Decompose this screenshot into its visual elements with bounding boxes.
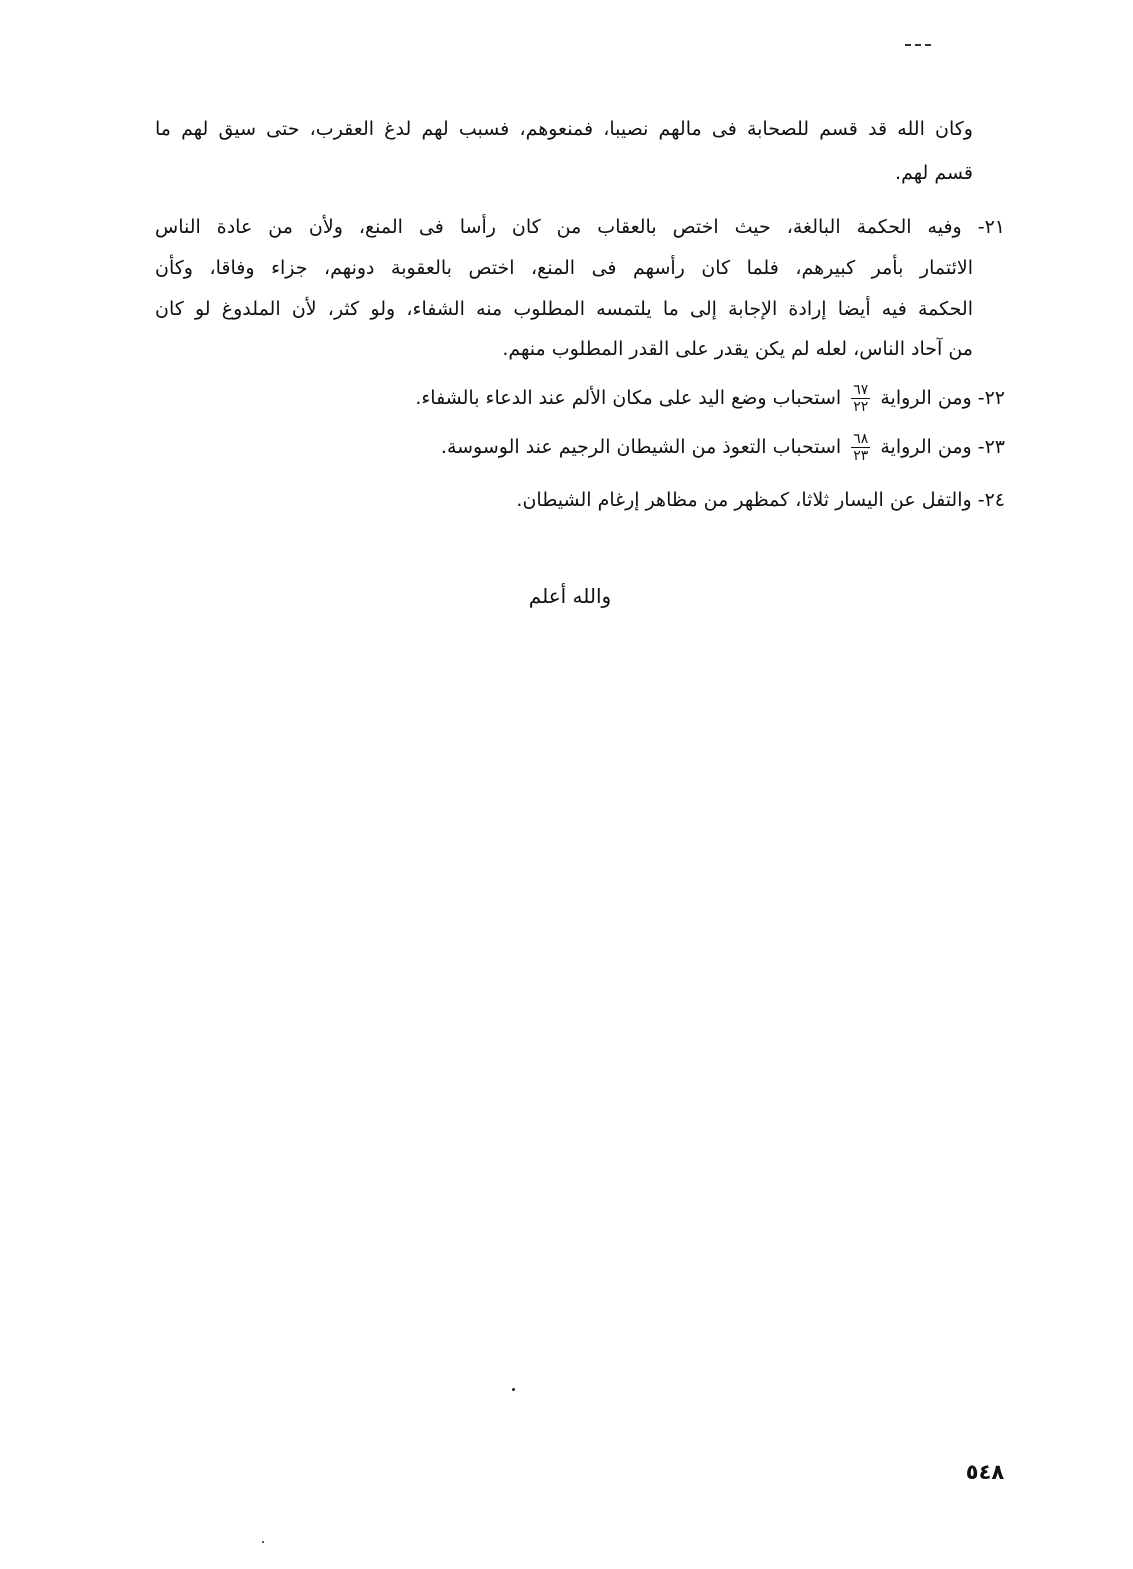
- fraction-denominator: ٢٣: [853, 448, 869, 464]
- scan-mark: [905, 44, 931, 48]
- item-21-line-3: الحكمة فيه أيضا إرادة الإجابة إلى ما يلتمسه المطلوب منه الشفاء، ولو كثر، لأن الملدوغ لو كان: [155, 298, 973, 320]
- item-23-fraction: [851, 432, 870, 463]
- item-22: [415, 383, 1005, 414]
- item-21-line-1: ٢١- وفيه الحكمة البالغة، حيث اختص بالعقاب من كان رأسا فى المنع، ولأن من عادة الناس: [155, 216, 1005, 238]
- item-22-text: استحباب وضع اليد على مكان الألم عند الدعاء بالشفاء.: [415, 387, 842, 409]
- item-21-line-2: الائتمار بأمر كبيرهم، فلما كان رأسهم فى المنع، اختص بالعقوبة دونهم، جزاء وفاقا، وكأن: [155, 257, 973, 279]
- scan-speck: [512, 1388, 515, 1391]
- fraction-denominator: ٢٢: [853, 399, 869, 415]
- item-23-text: استحباب التعوذ من الشيطان الرجيم عند الوسوسة.: [440, 436, 842, 458]
- item-23: [441, 432, 1005, 463]
- page-number: ٥٤٨: [965, 1460, 1005, 1484]
- item-23-prefix: ٢٣- ومن الرواية: [880, 436, 1005, 458]
- fraction-numerator: ٦٨: [853, 431, 869, 447]
- item-22-fraction: [851, 383, 870, 414]
- paragraph-line-2: قسم لهم.: [895, 162, 973, 184]
- scan-speck: [262, 1541, 264, 1543]
- closing-phrase: والله أعلم: [528, 584, 612, 608]
- item-24: ٢٤- والتفل عن اليسار ثلاثا، كمظهر من مظاهر إرغام الشيطان.: [516, 489, 1005, 511]
- fraction-numerator: ٦٧: [853, 382, 869, 398]
- paragraph-line-1: وكان الله قد قسم للصحابة فى مالهم نصيبا، فمنعوهم، فسبب لهم لدغ العقرب، حتى سيق لهم ما: [155, 118, 973, 140]
- item-21-line-4: من آحاد الناس، لعله لم يكن يقدر على القدر المطلوب منهم.: [502, 338, 973, 360]
- item-22-prefix: ٢٢- ومن الرواية: [880, 387, 1005, 409]
